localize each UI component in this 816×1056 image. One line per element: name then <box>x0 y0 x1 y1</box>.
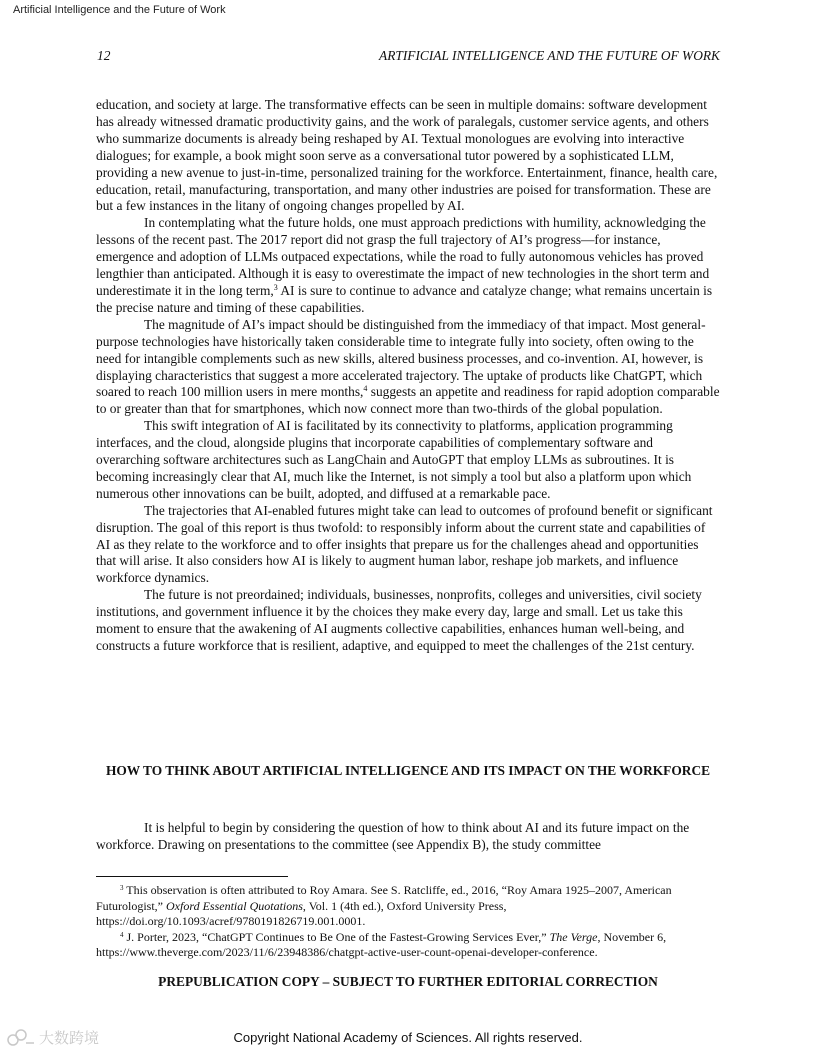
footnote-ref-3[interactable]: 3 <box>273 282 278 292</box>
watermark-text: 大数跨境 <box>39 1029 100 1047</box>
footnote-3 <box>96 883 720 930</box>
running-head: ARTIFICIAL INTELLIGENCE AND THE FUTURE OF WORK <box>379 48 720 63</box>
footnote-3-text-b[interactable]: , Vol. 1 (4th ed.), Oxford University Press, https://doi.org/10.1093/acref/9780191826719.001.0001. <box>96 898 507 929</box>
document-title: Artificial Intelligence and the Future of Work <box>13 4 226 16</box>
footnote-4-text-b[interactable]: , November 6, https://www.theverge.com/2023/11/6/23948386/chatgpt-active-user-count-openai-developer-conference. <box>96 929 667 960</box>
paragraph-3-part-b: suggests an appetite and readiness for rapid adoption comparable to or greater than that for smartphones, which now connect more than two-thirds of the global population. <box>96 384 720 417</box>
footnotes <box>96 883 720 961</box>
paragraph-2-part-b: AI is sure to continue to advance and catalyze change; what remains uncertain is the precise nature and timing of these capabilities. <box>96 282 713 315</box>
paragraph-3 <box>96 317 720 418</box>
body-text <box>96 97 720 655</box>
footnote-3-source-title: Oxford Essential Quotations <box>166 898 303 913</box>
footnote-3-text-a: This observation is often attributed to Roy Amara. See S. Ratcliffe, ed., 2016, “Roy Amara 1925–2007, American Futurologist,” <box>96 883 672 913</box>
prepublication-notice: PREPUBLICATION COPY – SUBJECT TO FURTHER EDITORIAL CORRECTION <box>158 974 658 989</box>
section-intro-paragraph: It is helpful to begin by considering the question of how to think about AI and its future impact on the workforce. Drawing on presentations to the committee (see Appendix B), the study committee <box>96 820 690 852</box>
paragraph-6: The future is not preordained; individuals, businesses, nonprofits, colleges and universities, civil society institutions, and government influence it by the choices they make every day, large and small. Let us take this moment to ensure that the awakening of AI augments collective capabilities, enhances human well-being, and constructs a future workforce that is resilient, adaptive, and equipped to meet the challenges of the 21st century. <box>96 587 702 653</box>
footnote-4-source-title: The Verge <box>549 929 598 944</box>
footnote-4-number: 4 <box>120 930 124 939</box>
footnote-4 <box>96 930 720 961</box>
footnote-4-text-a: J. Porter, 2023, “ChatGPT Continues to Be One of the Fastest-Growing Services Ever,” <box>123 929 550 944</box>
paragraph-3-part-a: The magnitude of AI’s impact should be distinguished from the immediacy of that impact. Most general-purpose technologies have historically taken considerable time to integrate fully into society, often owing to the need for intangible complements such as new skills, altered business processes, and co-invention. AI, however, is displaying characteristics that suggest a more accelerated trajectory. The uptake of products like ChatGPT, which soared to reach 100 million users in mere months, <box>96 316 706 400</box>
section-heading: HOW TO THINK ABOUT ARTIFICIAL INTELLIGENCE AND ITS IMPACT ON THE WORKFORCE <box>105 763 711 778</box>
footnote-ref-4[interactable]: 4 <box>363 384 368 394</box>
page-number: 12 <box>97 48 111 63</box>
paragraph-2 <box>96 215 720 316</box>
paragraph-4: This swift integration of AI is facilitated by its connectivity to platforms, application programming interfaces, and the cloud, alongside plugins that incorporate capabilities of complementary software and overarching software architectures such as LangChain and AutoGPT that employ LLMs as subroutines. It is becoming increasingly clear that AI, much like the Internet, is not simply a tool but also a platform upon which numerous other innovations can be built, adopted, and diffused at a remarkable pace. <box>96 418 692 501</box>
paragraph-5: The trajectories that AI-enabled futures might take can lead to outcomes of profound benefit or significant disruption. The goal of this report is thus twofold: to responsibly inform about the current state and capabilities of AI as they relate to the workforce and to offer insights that prepare us for the challenges ahead and opportunities that will arise. It also considers how AI is likely to augment human labor, reshape job markets, and influence workforce dynamics. <box>96 502 713 586</box>
footnote-3-number: 3 <box>120 884 124 892</box>
paragraph-2-part-a: In contemplating what the future holds, one must approach predictions with humility, acknowledging the lessons of the recent past. The 2017 report did not grasp the full trajectory of AI’s progress—for instance, emergence and adoption of LLMs outpaced expectations, while the road to fully autonomous vehicles has proved lengthier than anticipated. Although it is easy to overestimate the impact of new technologies in the short term and underestimate it in the long term, <box>96 215 710 298</box>
copyright-notice: Copyright National Academy of Sciences. All rights reserved. <box>233 1030 583 1045</box>
paragraph-1: education, and society at large. The transformative effects can be seen in multiple domains: software development has already witnessed dramatic productivity gains, and the work of paralegals, customer service agents, and others who summarize documents is already being reshaped by AI. Textual monologues are evolving into interactive dialogues; for example, a book might soon serve as a conversational tutor powered by a sophisticated LLM, providing a new avenue to just-in-time, personalized training for the workforce. Entertainment, finance, health care, education, retail, manufacturing, transportation, and many other industries are poised for transformation. These are but a few instances in the litany of ongoing changes propelled by AI. <box>96 97 718 214</box>
footnote-divider <box>96 876 288 877</box>
